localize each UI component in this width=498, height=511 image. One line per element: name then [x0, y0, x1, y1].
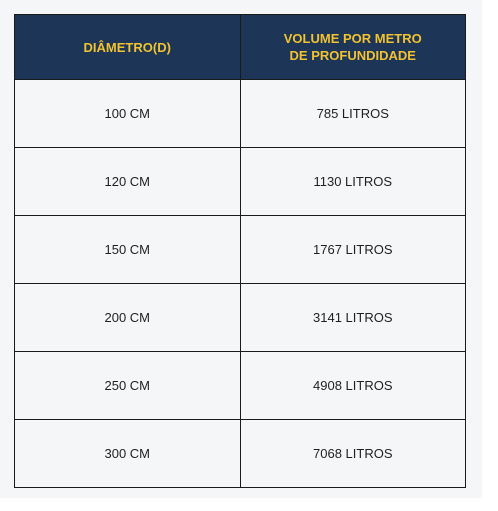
header-row — [15, 15, 466, 80]
table-row — [15, 80, 466, 148]
table-row — [15, 284, 466, 352]
header-diameter-label: DIÂMETRO(D) — [83, 39, 171, 55]
header-diameter — [15, 15, 241, 80]
cell-diameter: 120 CM — [15, 148, 241, 216]
cell-diameter: 100 CM — [15, 80, 241, 148]
cell-volume: 7068 LITROS — [240, 420, 466, 488]
cell-diameter: 300 CM — [15, 420, 241, 488]
cell-volume: 1130 LITROS — [240, 148, 466, 216]
cell-volume: 3141 LITROS — [240, 284, 466, 352]
cell-volume: 785 LITROS — [240, 80, 466, 148]
cell-diameter: 150 CM — [15, 216, 241, 284]
header-volume-line1: VOLUME POR METRO — [283, 31, 422, 46]
table-row — [15, 216, 466, 284]
volume-table — [14, 14, 466, 488]
table-header — [15, 15, 466, 80]
cell-volume: 1767 LITROS — [240, 216, 466, 284]
header-volume — [240, 15, 466, 80]
cell-diameter: 250 CM — [15, 352, 241, 420]
cell-volume: 4908 LITROS — [240, 352, 466, 420]
table-body — [15, 80, 466, 488]
table-row — [15, 420, 466, 488]
cell-diameter: 200 CM — [15, 284, 241, 352]
table-row — [15, 352, 466, 420]
table-row — [15, 148, 466, 216]
header-volume-line2: DE PROFUNDIDADE — [289, 48, 416, 63]
